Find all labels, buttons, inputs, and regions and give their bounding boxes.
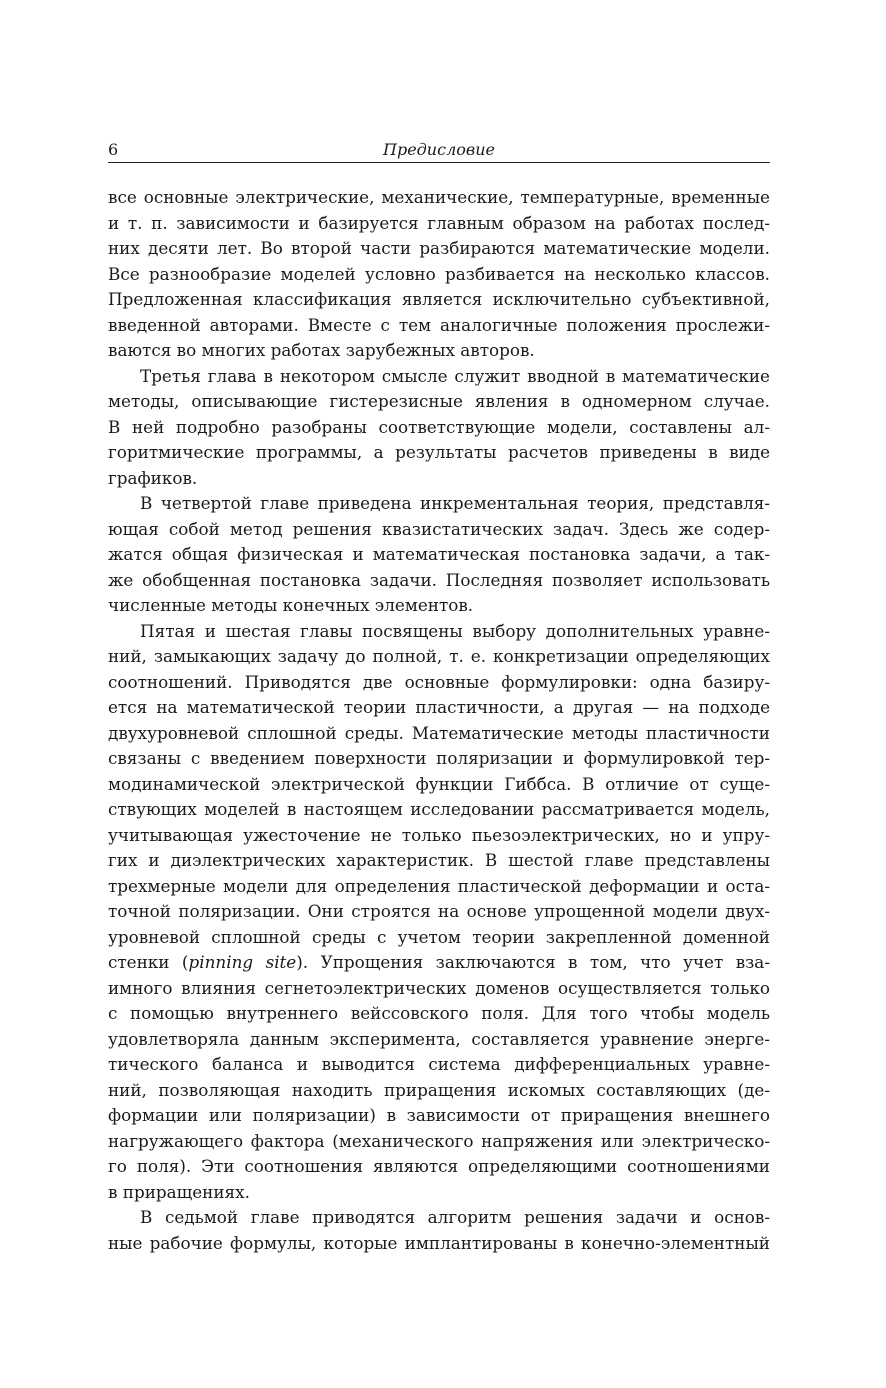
text-line: ные рабочие формулы, которые имплантированы в конечно-элементный [108,1232,770,1253]
text-segment: стенки ( [108,952,189,972]
text-line: ний, замыкающих задачу до полной, т. е. конкретизации определяющих [108,646,770,666]
body-text [108,185,770,1256]
text-line: жатся общая физическая и математическая постановка задачи, а так- [108,544,770,564]
text-line: В четвертой главе приведена инкрементальная теория, представля- [140,493,770,513]
text-line: трехмерные модели для определения пластической деформации и оста- [108,875,770,896]
paragraph-3 [108,491,770,619]
text-line: них десяти лет. Во второй части разбираются математические модели. [108,238,770,258]
text-line: ствующих моделей в настоящем исследовании рассматривается модель, [108,799,770,819]
text-line: тического баланса и выводится система дифференциальных уравне- [108,1054,770,1074]
text-line: учитывающая ужесточение не только пьезоэлектрических, но и упру- [108,824,770,845]
text-line: соотношений. Приводятся две основные формулировки: одна базиру- [108,671,770,692]
text-line: гих и диэлектрических характеристик. В шестой главе представлены [108,850,770,870]
text-line: ющая собой метод решения квазистатических задач. Здесь же содер- [108,518,770,539]
paragraph-2 [108,364,770,492]
running-title: Предисловие [383,140,495,159]
text-line: точной поляризации. Они строятся на основе упрощенной модели двух- [108,901,770,921]
text-line: в приращениях. [108,1181,250,1202]
text-line: ний, позволяющая находить приращения искомых составляющих (де- [108,1079,770,1100]
text-line: Пятая и шестая главы посвящены выбору дополнительных уравне- [140,620,770,641]
text-line: же обобщенная постановка задачи. Последняя позволяет использовать [108,569,770,590]
paragraph-4 [108,619,770,1206]
text-line: го поля). Эти соотношения являются определяющими соотношениями [108,1156,770,1176]
text-line: двухуровневой сплошной среды. Математические методы пластичности [108,722,770,743]
text-line: горитмические программы, а результаты расчетов приведены в виде [108,442,770,462]
text-line: с помощью внутреннего вейссовского поля. Для того чтобы модель [108,1003,770,1023]
text-line: связаны с введением поверхности поляризации и формулировкой тер- [108,748,770,768]
text-line: ваются во многих работах зарубежных авторов. [108,340,535,360]
text-segment: ). Упрощения заключаются в том, что учет вза- [296,952,770,972]
text-line: все основные электрические, механические, температурные, временные [108,187,770,207]
book-page [108,138,770,1256]
text-line: Все разнообразие моделей условно разбивается на несколько классов. [108,263,770,284]
paragraph-1 [108,185,770,364]
text-line: методы, описывающие гистерезисные явления в одномерном случае. [108,391,770,411]
text-line: удовлетворяла данным эксперимента, составляется уравнение энерге- [108,1028,770,1049]
text-line: введенной авторами. Вместе с тем аналогичные положения прослежи- [108,314,770,335]
text-line: В ней подробно разобраны соответствующие модели, составлены ал- [108,416,770,437]
text-line: графиков. [108,467,198,488]
page-number: 6 [108,140,119,159]
text-line: В седьмой главе приводятся алгоритм решения задачи и основ- [140,1207,770,1227]
italic-term: pinning site [188,952,297,972]
running-head [108,138,770,163]
text-line: численные методы конечных элементов. [108,595,474,615]
text-line: и т. п. зависимости и базируется главным образом на работах послед- [108,212,770,233]
text-line: модинамической электрической функции Гиббса. В отличие от суще- [108,773,770,794]
text-line: формации или поляризации) в зависимости от приращения внешнего [108,1105,770,1125]
paragraph-5 [108,1205,770,1256]
text-line: Предложенная классификация является исключительно субъективной, [108,289,770,309]
text-line: ется на математической теории пластичности, а другая — на подходе [108,697,770,717]
text-line: Третья глава в некотором смысле служит вводной в математические [140,365,770,386]
text-line: нагружающего фактора (механического напряжения или электрическо- [108,1130,770,1151]
text-line: имного влияния сегнетоэлектрических доменов осуществляется только [108,977,770,998]
text-line-with-italic [108,950,770,976]
text-line: уровневой сплошной среды с учетом теории закрепленной доменной [108,926,770,947]
